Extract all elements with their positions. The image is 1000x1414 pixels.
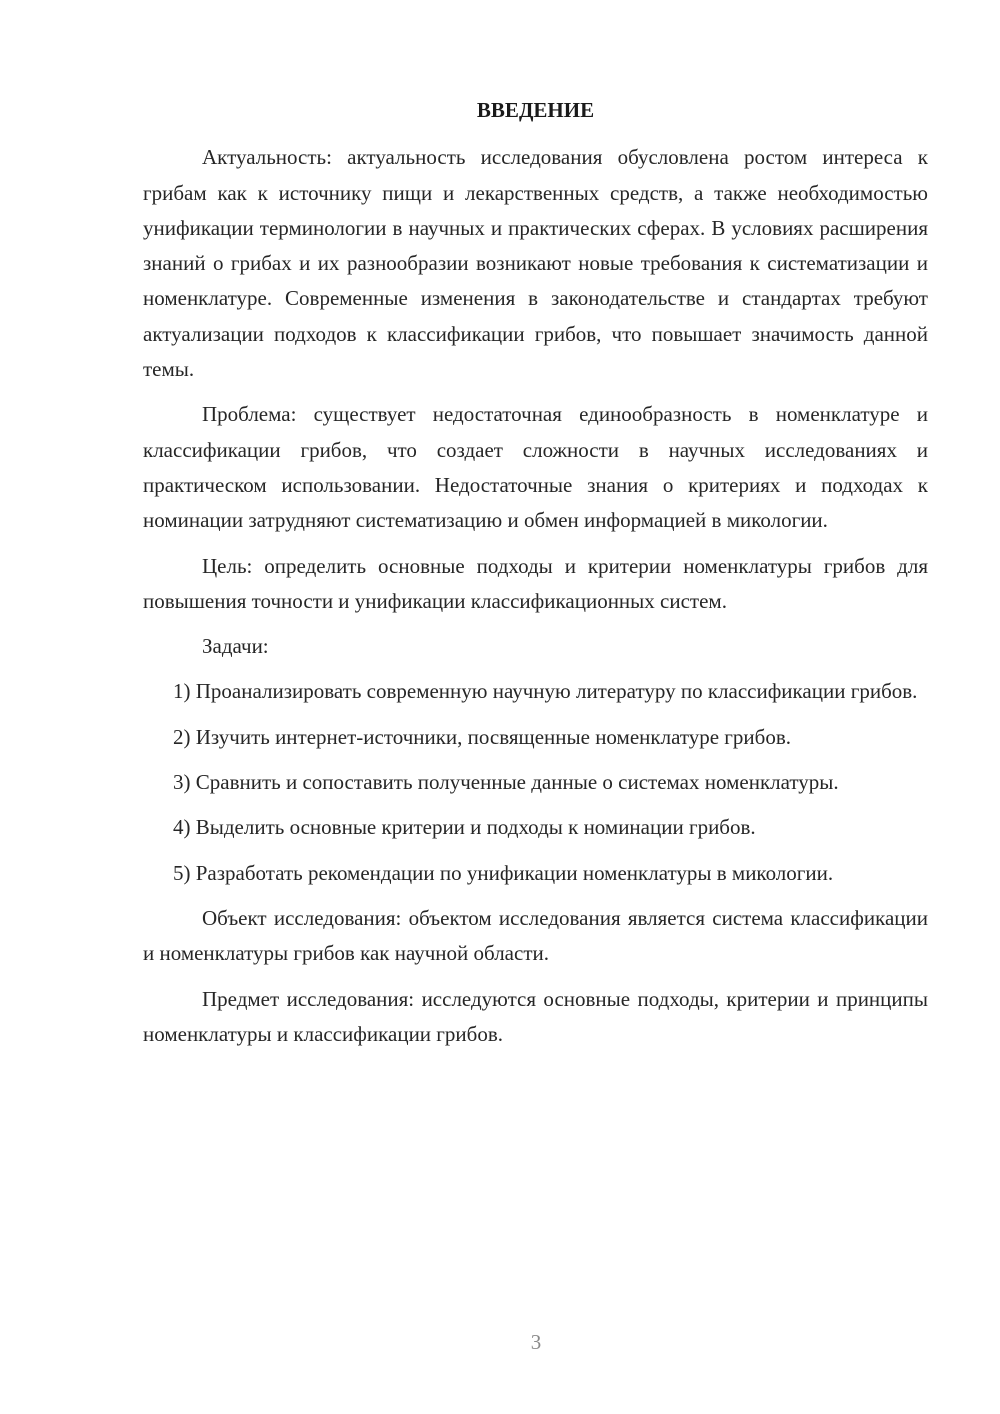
paragraph-problem: Проблема: существует недостаточная единообразность в номенклатуре и классификации грибов, что создает сложности в научных исследованиях и практическом использовании. Недостаточные знания о критериях и подходах к номинации затрудняют систематизацию и обмен информацией в микологии.	[143, 402, 928, 533]
paragraph-subject: Предмет исследования: исследуются основные подходы, критерии и принципы номенклатуры и классификации грибов.	[143, 986, 928, 1046]
task-item-3: 3) Сравнить и сопоставить полученные данные о системах номенклатуры.	[173, 770, 839, 795]
page-number: 3	[530, 1330, 542, 1354]
paragraph-object: Объект исследования: объектом исследования является система классификации и номенклатуры грибов как научной области.	[143, 905, 928, 966]
task-item-5: 5) Разработать рекомендации по унификации номенклатуры в микологии.	[173, 860, 834, 885]
paragraph-relevance: Актуальность: актуальность исследования обусловлена ростом интереса к грибам как к источнику пищи и лекарственных средств, а также необходимостью унификации терминологии в научных и практических сферах. В условиях расширения знаний о грибах и их разнообразии возникают новые требования к систематизации и номенклатуре. Современные изменения в законодательстве и стандартах требуют актуализации подходов к классификации грибов, что повышает значимость данной темы.	[143, 145, 928, 382]
task-item-2: 2) Изучить интернет-источники, посвященные номенклатуре грибов.	[173, 724, 792, 749]
page-title: ВВЕДЕНИЕ	[476, 98, 595, 122]
task-item-4: 4) Выделить основные критерии и подходы к номинации грибов.	[173, 815, 756, 840]
paragraph-goal: Цель: определить основные подходы и критерии номенклатуры грибов для повышения точности и унификации классификационных систем.	[143, 553, 928, 613]
page-content	[143, 93, 928, 1062]
tasks-heading: Задачи:	[202, 634, 269, 659]
task-item-1: 1) Проанализировать современную научную литературу по классификации грибов.	[173, 679, 918, 704]
